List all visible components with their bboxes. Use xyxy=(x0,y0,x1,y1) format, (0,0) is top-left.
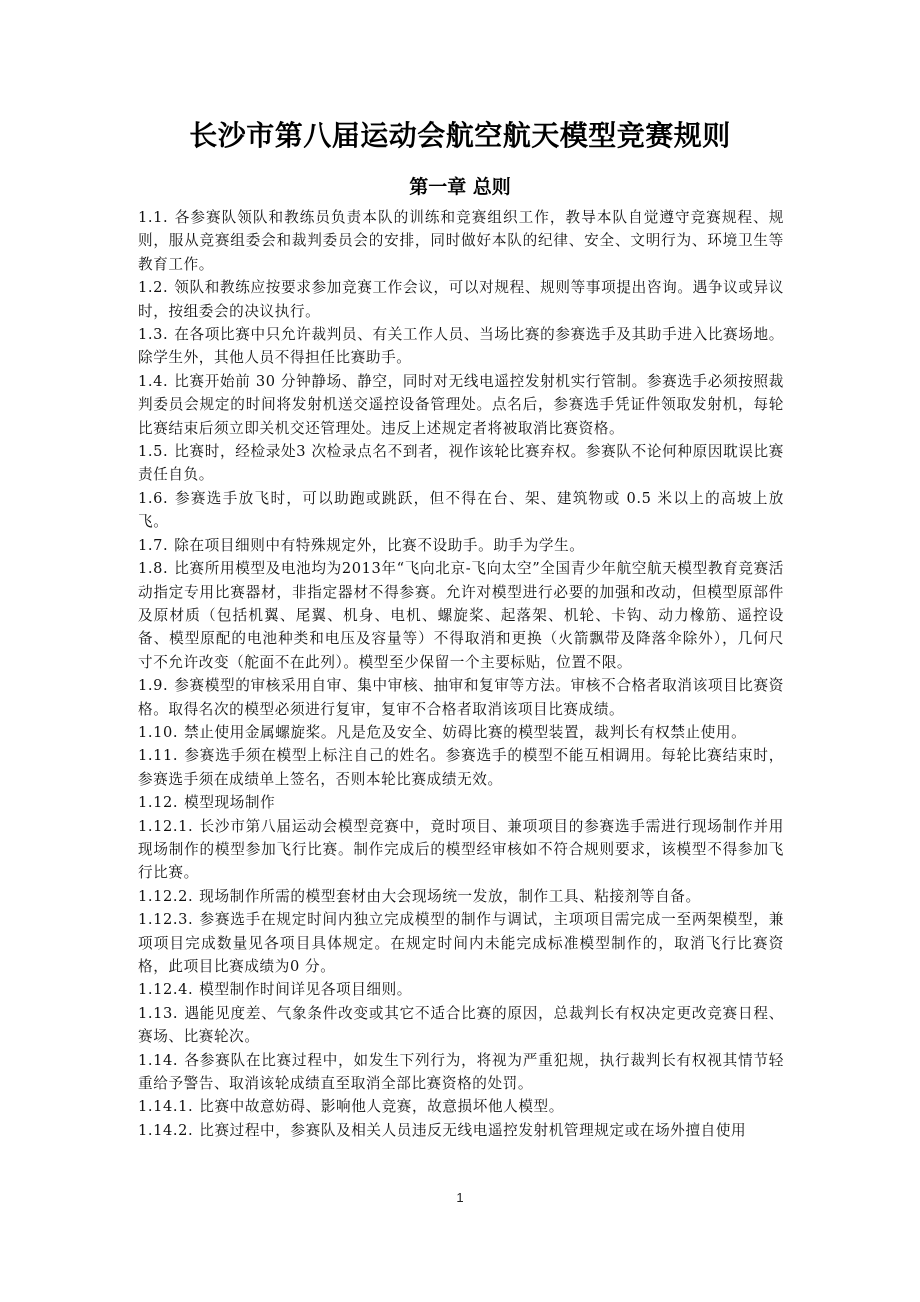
paragraph-1-1 xyxy=(138,206,784,276)
clause-number: 1.13. xyxy=(138,1004,179,1022)
clause-number: 1.5. xyxy=(138,443,169,461)
clause-number: 1.2. xyxy=(138,279,169,297)
paragraph-1-12-2 xyxy=(138,885,784,908)
clause-number: 1.1. xyxy=(138,209,169,226)
clause-text: 参赛选手放飞时，可以助跑或跳跃，但不得在台、架、建筑物或 0.5 米以上的高坡上放飞。 xyxy=(138,489,784,531)
clause-text: 领队和教练应按要求参加竞赛工作会议，可以对规程、规则等事项提出咨询。遇争议或异议时，按组委会的决议执行。 xyxy=(138,279,784,320)
clause-text: 模型制作时间详见各项目细则。 xyxy=(199,981,412,999)
clause-text: 比赛开始前 30 分钟静场、静空，同时对无线电遥控发射机实行管制。参赛选手必须按照裁判委员会规定的时间将发射机送交遥控设备管理处。点名后，参赛选手凭证件领取发射机，每轮比赛结束后须立即关机交还管理处。违反上述规定者将被取消比赛资格。 xyxy=(138,372,784,437)
clause-text: 现场制作所需的模型套材由大会现场统一发放，制作工具、粘接剂等自备。 xyxy=(199,887,701,905)
clause-number: 1.7. xyxy=(138,536,169,554)
clause-number: 1.12. xyxy=(138,794,179,812)
clause-number: 1.12.1. xyxy=(138,817,194,835)
paragraph-1-6 xyxy=(138,487,784,534)
paragraph-1-12 xyxy=(138,791,784,814)
clause-text: 各参赛队领队和教练员负责本队的训练和竞赛组织工作，教导本队自觉遵守竞赛规程、规则，服从竞赛组委会和裁判委员会的安排，同时做好本队的纪律、安全、文明行为、环境卫生等教育工作。 xyxy=(138,209,784,273)
clause-number: 1.10. xyxy=(138,723,179,741)
page-number: 1 xyxy=(456,1190,464,1205)
clause-text: 比赛时，经检录处3 次检录点名不到者，视作该轮比赛弃权。参赛队不论何种原因耽误比赛责任自负。 xyxy=(138,443,784,484)
clause-number: 1.11. xyxy=(138,747,179,765)
paragraph-1-10 xyxy=(138,721,784,744)
clause-text: 长沙市第八届运动会模型竞赛中，竟时项目、兼项项目的参赛选手需进行现场制作并用现场制作的模型参加飞行比赛。制作完成后的模型经审核如不符合规则要求，该模型不得参加飞行比赛。 xyxy=(138,817,784,882)
paragraph-1-2 xyxy=(138,276,784,323)
clause-text: 比赛中故意妨碍、影响他人竞赛，故意损坏他人模型。 xyxy=(199,1098,564,1116)
clause-text: 比赛所用模型及电池均为2013年“飞向北京-飞向太空”全国青少年航空航天模型教育竞赛活动指定专用比赛器材，非指定器材不得参赛。允许对模型进行必要的加强和改动，但模型原部件及原材质（包括机翼、尾翼、机身、电机、螺旋桨、起落架、机轮、卡钩、动力橡筋、遥控设备、模型原配的电池种类和电压及容量等）不得取消和更换（火箭飘带及降落伞除外），几何尺寸不允许改变（舵面不在此列）。模型至少保留一个主要标贴，位置不限。 xyxy=(138,560,784,671)
clause-number: 1.14. xyxy=(138,1051,179,1069)
paragraph-1-12-3 xyxy=(138,908,784,978)
paragraph-1-12-4 xyxy=(138,978,784,1001)
clause-text: 参赛选手须在模型上标注自己的姓名。参赛选手的模型不能互相调用。每轮比赛结束时，参赛选手须在成绩单上签名，否则本轮比赛成绩无效。 xyxy=(138,747,784,788)
clause-number: 1.9. xyxy=(138,677,169,695)
clause-number: 1.8. xyxy=(138,560,169,578)
clause-number: 1.14.1. xyxy=(138,1098,194,1116)
paragraph-1-7 xyxy=(138,534,784,557)
clause-text: 参赛模型的审核采用自审、集中审核、抽审和复审等方法。审核不合格者取消该项目比赛资格。取得名次的模型必须进行复审，复审不合格者取消该项目比赛成绩。 xyxy=(138,677,784,718)
paragraph-1-14-1 xyxy=(138,1095,784,1118)
clause-number: 1.4. xyxy=(138,372,169,390)
clause-text: 遇能见度差、气象条件改变或其它不适合比赛的原因，总裁判长有权决定更改竞赛日程、赛场、比赛轮次。 xyxy=(138,1004,784,1046)
paragraph-1-8 xyxy=(138,557,784,674)
paragraph-1-4 xyxy=(138,370,784,440)
paragraph-1-3 xyxy=(138,323,784,370)
chapter-heading: 第一章 总则 xyxy=(409,176,511,198)
clause-number: 1.12.2. xyxy=(138,887,194,905)
paragraph-1-5 xyxy=(138,440,784,487)
clause-number: 1.3. xyxy=(138,326,169,344)
clause-text: 模型现场制作 xyxy=(184,794,276,812)
paragraph-1-14-2 xyxy=(138,1119,784,1142)
clause-text: 禁止使用金属螺旋桨。凡是危及安全、妨碍比赛的模型装置，裁判长有权禁止使用。 xyxy=(184,723,747,741)
clause-number: 1.12.3. xyxy=(138,911,194,929)
clause-text: 各参赛队在比赛过程中，如发生下列行为，将视为严重犯规，执行裁判长有权视其情节轻重给予警告、取消该轮成绩直至取消全部比赛资格的处罚。 xyxy=(138,1051,784,1093)
clause-text: 除在项目细则中有特殊规定外，比赛不设助手。助手为学生。 xyxy=(174,536,585,554)
clause-text: 比赛过程中，参赛队及相关人员违反无线电遥控发射机管理规定或在场外擅自使用 xyxy=(199,1121,747,1139)
clause-text: 参赛选手在规定时间内独立完成模型的制作与调试，主项项目需完成一至两架模型，兼项项目完成数量见各项目具体规定。在规定时间内未能完成标准模型制作的，取消飞行比赛资格，此项目比赛成绩为0 分。 xyxy=(138,911,784,975)
paragraph-1-13 xyxy=(138,1002,784,1049)
clause-number: 1.12.4. xyxy=(138,981,194,999)
clause-text: 在各项比赛中只允许裁判员、有关工作人员、当场比赛的参赛选手及其助手进入比赛场地。除学生外，其他人员不得担任比赛助手。 xyxy=(138,326,784,367)
paragraph-1-12-1 xyxy=(138,815,784,885)
clause-number: 1.6. xyxy=(138,489,169,507)
paragraph-1-14 xyxy=(138,1049,784,1096)
document-body xyxy=(138,206,784,1142)
clause-number: 1.14.2. xyxy=(138,1121,194,1139)
paragraph-1-9 xyxy=(138,674,784,721)
document-title: 长沙市第八届运动会航空航天模型竞赛规则 xyxy=(189,119,731,152)
paragraph-1-11 xyxy=(138,744,784,791)
